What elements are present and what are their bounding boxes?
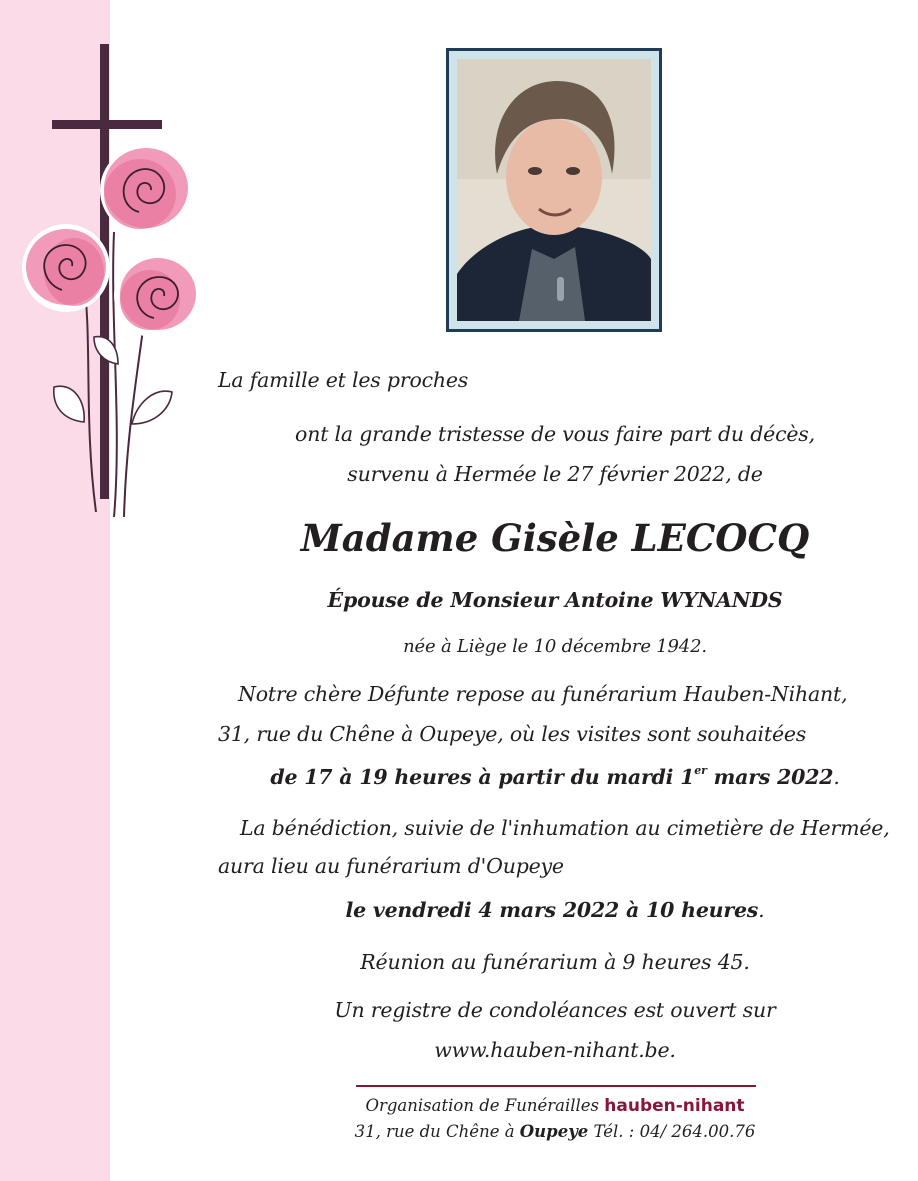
birth-line: née à Liège le 10 décembre 1942. [403, 636, 707, 657]
cross-and-roses-illustration [14, 42, 204, 522]
ceremony-period: . [758, 898, 765, 922]
stem-left [84, 282, 96, 512]
ceremony-line-1: La bénédiction, suivie de l'inhumation au cimetière de Hermée, [240, 816, 890, 840]
visits-line [200, 764, 910, 789]
brand-logo-text: hauben-nihant [604, 1096, 745, 1116]
registry-line-1: Un registre de condoléances est ouvert sur [334, 998, 776, 1022]
rest-line-2: 31, rue du Chêne à Oupeye, où les visites sont souhaitées [218, 722, 807, 746]
visits-superscript: er [694, 764, 707, 777]
footer-org-label: Organisation de Funérailles [365, 1096, 605, 1115]
leaf-left [54, 386, 84, 422]
registry-website: www.hauben-nihant.be. [434, 1038, 676, 1062]
leaf-right [132, 391, 172, 424]
portrait-illustration [457, 59, 651, 321]
cross-horizontal-bar [52, 120, 162, 129]
visits-period: . [833, 765, 840, 789]
footer-phone: Tél. : 04/ 264.00.76 [588, 1122, 756, 1141]
rose-left [22, 224, 110, 312]
ceremony-date-line [200, 898, 910, 922]
rest-line-1: Notre chère Défunte repose au funérarium Hauben-Nihant, [238, 682, 848, 706]
portrait-photo [457, 59, 651, 321]
deceased-name: Madame Gisèle LECOCQ [300, 516, 810, 560]
stem-middle [113, 232, 117, 517]
rose-right [114, 254, 198, 338]
portrait-frame [446, 48, 662, 332]
rose-top [100, 146, 188, 234]
spouse-line: Épouse de Monsieur Antoine WYNANDS [327, 588, 783, 612]
announcement-line-2: survenu à Hermée le 27 février 2022, de [347, 462, 763, 486]
visits-month: mars 2022 [706, 765, 834, 789]
ceremony-date: le vendredi 4 mars 2022 à 10 heures [345, 898, 759, 922]
meeting-line: Réunion au funérarium à 9 heures 45. [360, 950, 750, 974]
visits-text: de 17 à 19 heures à partir du mardi 1 [270, 765, 695, 789]
announcement-line-1: ont la grande tristesse de vous faire part du décès, [295, 422, 815, 446]
ceremony-line-2: aura lieu au funérarium d'Oupeye [218, 854, 564, 878]
footer-address-street: 31, rue du Chêne à [354, 1122, 520, 1141]
footer-address-city: Oupeye [519, 1122, 589, 1141]
footer-organisation [300, 1096, 810, 1116]
family-intro: La famille et les proches [218, 368, 469, 392]
footer-divider [356, 1085, 756, 1087]
footer-address [300, 1122, 810, 1141]
